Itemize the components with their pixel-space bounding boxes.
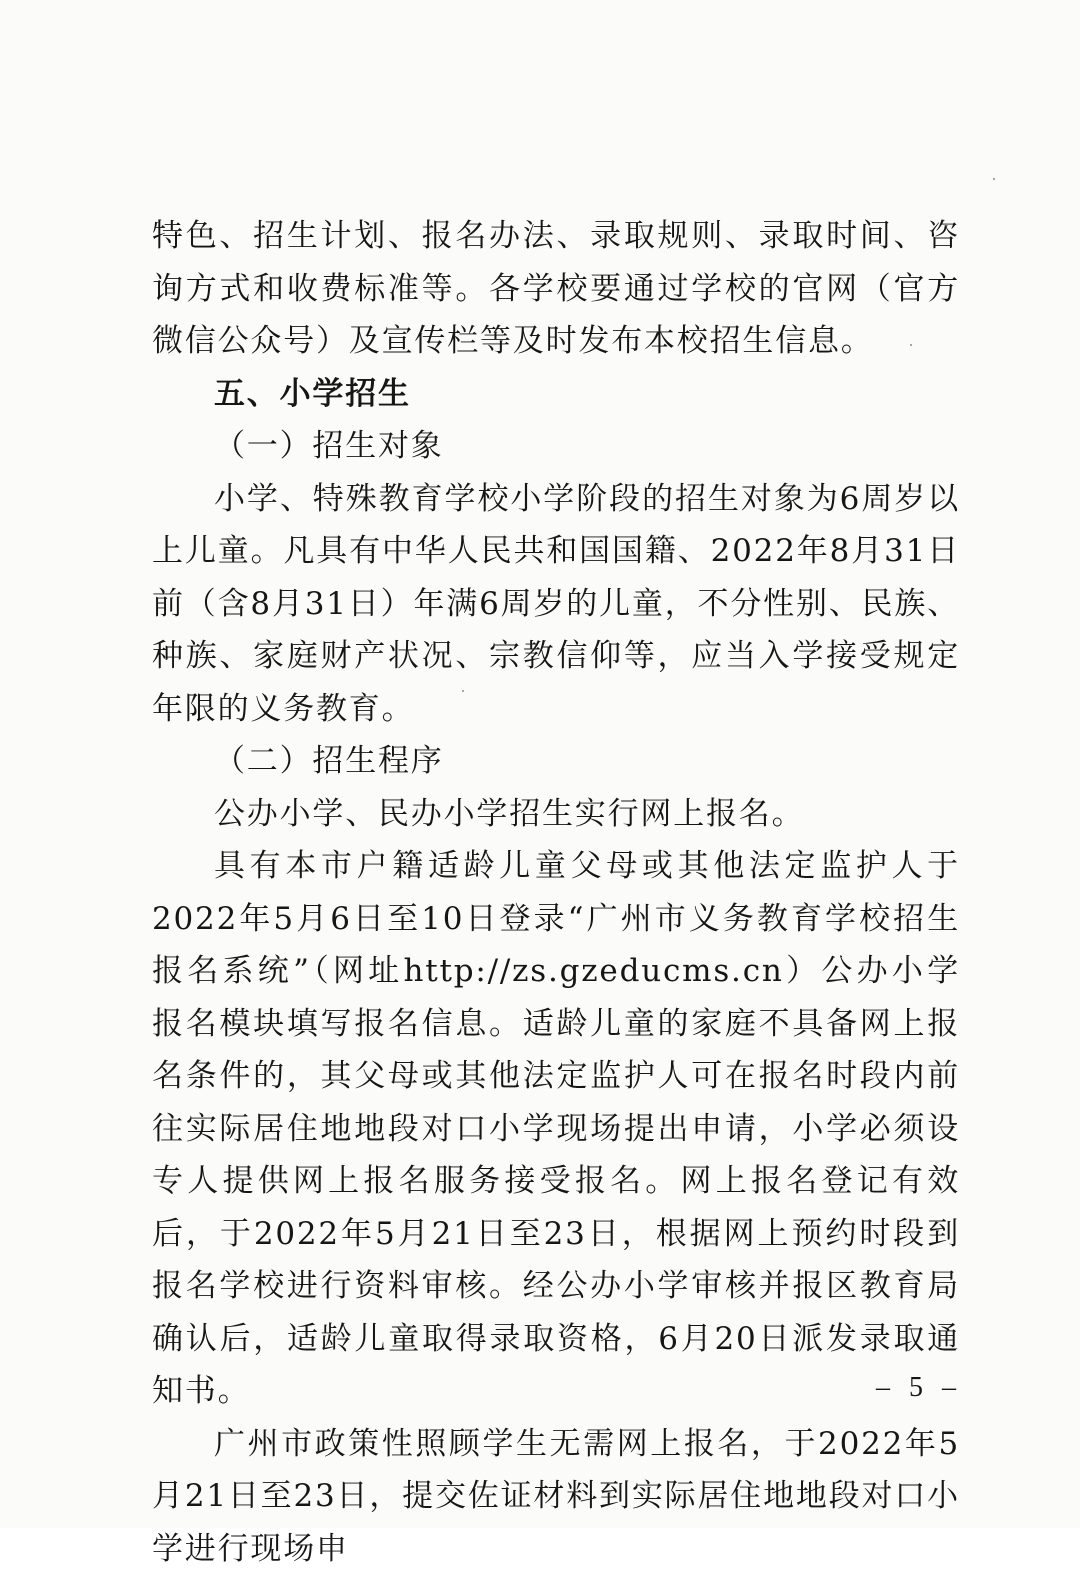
paragraph-policy-students: 广州市政策性照顾学生无需网上报名，于2022年5月21日至23日，提交佐证材料到实际居住地地段对口小学进行现场申 — [152, 1418, 960, 1575]
scan-speck — [910, 344, 912, 346]
scan-speck — [993, 178, 995, 180]
document-body — [152, 210, 960, 1575]
scan-speck — [462, 690, 464, 692]
subsection-heading-enrollment-procedure: （二）招生程序 — [152, 735, 960, 788]
paragraph-registration-details: 具有本市户籍适龄儿童父母或其他法定监护人于2022年5月6日至10日登录“广州市义务教育学校招生报名系统”（网址http://zs.gzeducms.cn）公办小学报名模块填写报名信息。适龄儿童的家庭不具备网上报名条件的，其父母或其他法定监护人可在报名时段内前往实际居住地地段对口小学现场提出申请，小学必须设专人提供网上报名服务接受报名。网上报名登记有效后，于2022年5月21日至23日，根据网上预约时段到报名学校进行资料审核。经公办小学审核并报区教育局确认后，适龄儿童取得录取资格，6月20日派发录取通知书。 — [152, 840, 960, 1418]
paragraph-online-registration: 公办小学、民办小学招生实行网上报名。 — [152, 788, 960, 841]
page-number: – 5 – — [876, 1372, 962, 1404]
paragraph-enrollment-target: 小学、特殊教育学校小学阶段的招生对象为6周岁以上儿童。凡具有中华人民共和国国籍、2022年8月31日前（含8月31日）年满6周岁的儿童，不分性别、民族、种族、家庭财产状况、宗教信仰等，应当入学接受规定年限的义务教育。 — [152, 473, 960, 736]
subsection-heading-enrollment-target: （一）招生对象 — [152, 420, 960, 473]
paragraph-continuation: 特色、招生计划、报名办法、录取规则、录取时间、咨询方式和收费标准等。各学校要通过学校的官网（官方微信公众号）及宣传栏等及时发布本校招生信息。 — [152, 210, 960, 368]
section-heading-primary-enrollment: 五、小学招生 — [152, 368, 960, 421]
